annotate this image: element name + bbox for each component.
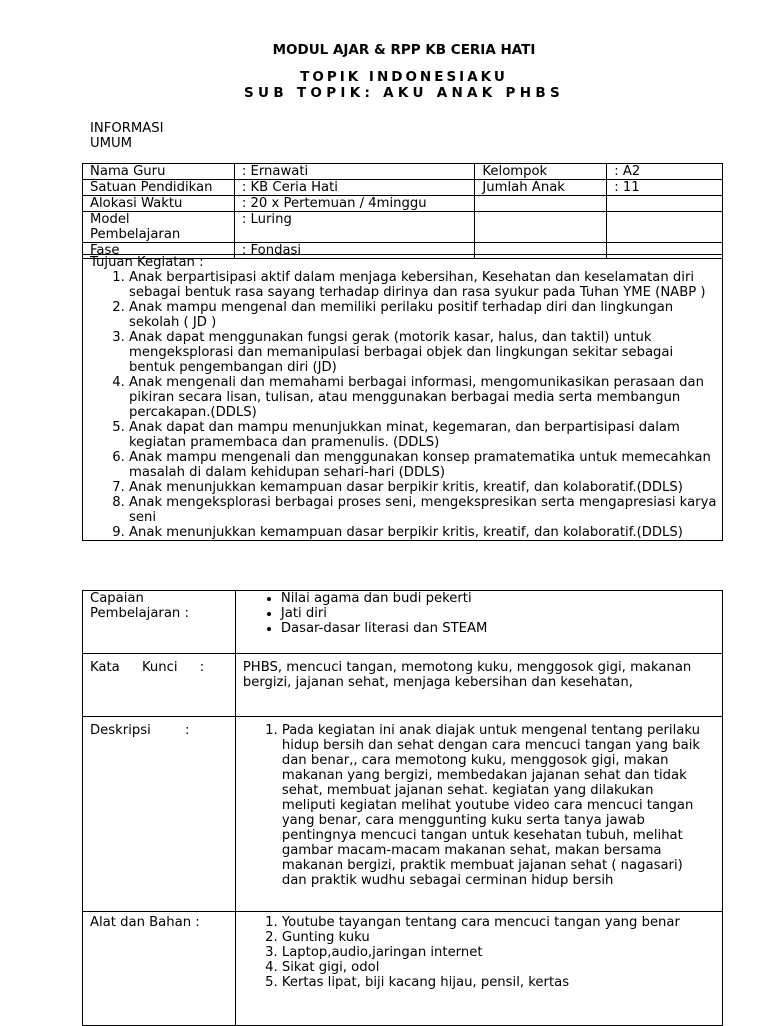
list-item: 4. Anak mengenali dan memahami berbagai informasi, mengomunikasikan perasaan dan pikiran secara lisan, tulisan, atau menggunakan berbagai media serta membangun percakapan.(DDLS)	[129, 375, 720, 420]
deskripsi-list	[236, 723, 702, 888]
list-item: 2. Gunting kuku	[282, 930, 712, 945]
table-row	[83, 717, 723, 912]
tujuan-heading: Tujuan Kegiatan :	[90, 255, 204, 270]
deskripsi-label: Deskripsi :	[83, 717, 236, 912]
table-row	[83, 591, 723, 654]
table-row: Nama Guru : Ernawati Kelompok : A2	[83, 164, 723, 180]
topic-heading: TOPIK INDONESIAKU	[300, 69, 508, 85]
info-table	[82, 163, 723, 259]
list-item: 5. Anak dapat dan mampu menunjukkan minat, kegemaran, dan berpartisipasi dalam kegiatan pramembaca dan pramenulis. (DDLS)	[129, 420, 720, 450]
subtopic-heading: SUB TOPIK: AKU ANAK PHBS	[244, 85, 564, 101]
list-item: • Dasar-dasar literasi dan STEAM	[281, 621, 722, 636]
list-item: 3. Anak dapat menggunakan fungsi gerak (motorik kasar, halus, dan taktil) untuk mengeksplorasi dan memanipulasi berbagai objek dan lingkungan sekitar sebagai bentuk pengembangan diri (JD)	[129, 330, 720, 375]
alat-bahan-label: Alat dan Bahan :	[83, 912, 236, 1026]
table-row: Model Pembelajaran : Luring	[83, 212, 723, 243]
document-title: MODUL AJAR & RPP KB CERIA HATI	[272, 42, 536, 58]
section-heading-informasi: INFORMASI UMUM	[90, 121, 164, 151]
list-item: 3. Laptop,audio,jaringan internet	[282, 945, 712, 960]
list-item: 5. Kertas lipat, biji kacang hijau, pensil, kertas	[282, 975, 712, 990]
table-row	[83, 912, 723, 1026]
list-item: 1. Youtube tayangan tentang cara mencuci tangan yang benar	[282, 915, 712, 930]
list-item: 8. Anak mengeksplorasi berbagai proses seni, mengekspresikan serta mengapresiasi karya seni	[129, 495, 720, 525]
table-row	[83, 255, 723, 541]
list-item: • Jati diri	[281, 606, 722, 621]
kata-kunci-label: Kata Kunci :	[83, 654, 236, 717]
alat-bahan-list	[236, 915, 712, 990]
capaian-list	[236, 591, 722, 636]
list-item: 2. Anak mampu mengenal dan memiliki perilaku positif terhadap diri dan lingkungan sekolah ( JD )	[129, 300, 720, 330]
list-item: 1. Anak berpartisipasi aktif dalam menjaga kebersihan, Kesehatan dan keselamatan diri sebagai bentuk rasa sayang terhadap dirinya dan rasa syukur pada Tuhan YME (NABP )	[129, 270, 720, 300]
detail-table	[82, 590, 723, 1026]
table-row	[83, 654, 723, 717]
tujuan-table	[82, 254, 723, 541]
list-item: 1. Pada kegiatan ini anak diajak untuk mengenal tentang perilaku hidup bersih dan sehat dengan cara mencuci tangan yang baik dan benar,, cara memotong kuku, menggosok gigi, makan makanan yang bergizi, membedakan jajanan sehat dan tidak sehat, membuat jajanan sehat. kegiatan yang dilakukan meliputi kegiatan melihat youtube video cara mencuci tangan yang benar, cara menggunting kuku serta tanya jawab pentingnya mencuci tangan untuk kesehatan tubuh, melihat gambar macam-macam makanan sehat, makan bersama makanan bergizi, praktik membuat jajanan sehat ( nagasari) dan praktik wudhu sebagai cerminan hidup bersih	[282, 723, 702, 888]
list-item: 6. Anak mampu mengenali dan menggunakan konsep pramatematika untuk memecahkan masalah di dalam kehidupan sehari-hari (DDLS)	[129, 450, 720, 480]
tujuan-list	[83, 270, 720, 540]
list-item: 9. Anak menunjukkan kemampuan dasar berpikir kritis, kreatif, dan kolaboratif.(DDLS)	[129, 525, 720, 540]
table-row: Satuan Pendidikan : KB Ceria Hati Jumlah Anak : 11	[83, 180, 723, 196]
capaian-label: Capaian Pembelajaran :	[83, 591, 236, 654]
table-row: Alokasi Waktu : 20 x Pertemuan / 4minggu	[83, 196, 723, 212]
list-item: • Nilai agama dan budi pekerti	[281, 591, 722, 606]
table-row: Fase : Fondasi	[83, 243, 723, 259]
list-item: 4. Sikat gigi, odol	[282, 960, 712, 975]
kata-kunci-text: PHBS, mencuci tangan, memotong kuku, menggosok gigi, makanan bergizi, jajanan sehat, menjaga kebersihan dan kesehatan,	[235, 654, 722, 717]
list-item: 7. Anak menunjukkan kemampuan dasar berpikir kritis, kreatif, dan kolaboratif.(DDLS)	[129, 480, 720, 495]
